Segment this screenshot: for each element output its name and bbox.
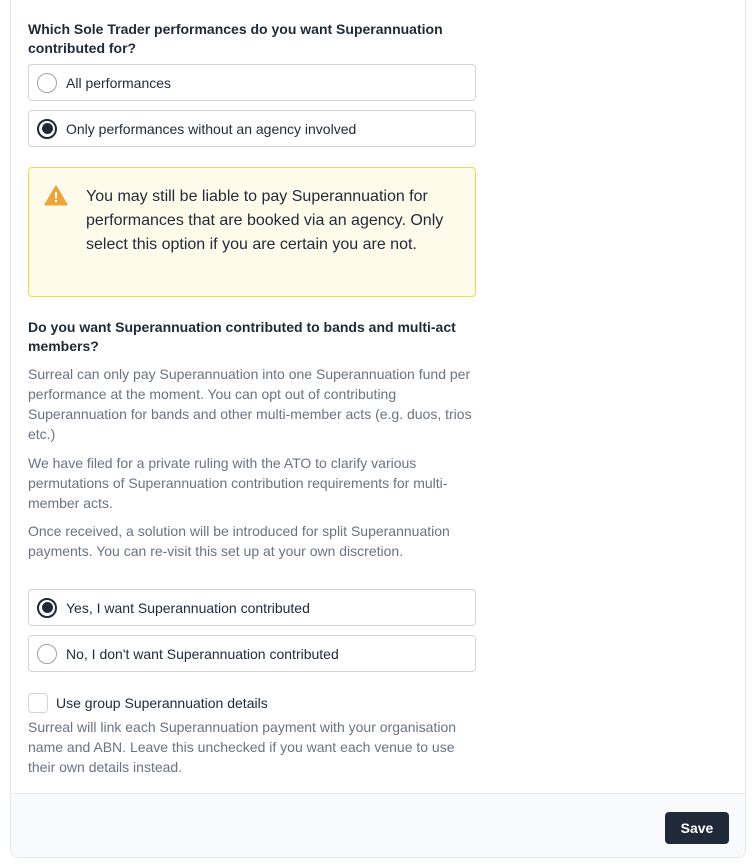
settings-card <box>10 0 746 858</box>
radio-no-contributed[interactable] <box>28 635 476 672</box>
question-sole-trader-title: Which Sole Trader performances do you want Superannuation contributed for? <box>28 21 443 56</box>
bands-paragraph: We have filed for a private ruling with the ATO to clarify various permutations of Superannuation contribution requirements for multi-member acts. <box>28 455 448 511</box>
radio-label: Only performances without an agency involved <box>66 120 357 137</box>
group-details-label[interactable]: Use group Superannuation details <box>56 695 268 711</box>
radio-unselected-icon <box>37 73 57 93</box>
group-details-checkbox[interactable] <box>28 693 48 713</box>
radio-all-performances[interactable] <box>28 64 476 101</box>
radio-no-agency[interactable] <box>28 110 476 147</box>
radio-selected-icon <box>37 119 57 139</box>
bands-paragraph: Once received, a solution will be introduced for split Superannuation payments. You can re-visit this set up at your own discretion. <box>28 523 450 559</box>
bands-paragraph: Surreal can only pay Superannuation into one Superannuation fund per performance at the moment. You can opt out of contributing Superannuation for bands and other multi-member acts (e.g. duos, trios etc.) <box>28 366 472 442</box>
radio-yes-contributed[interactable] <box>28 589 476 626</box>
radio-label: All performances <box>66 74 172 91</box>
radio-unselected-icon <box>37 644 57 664</box>
card-footer <box>11 793 745 858</box>
warning-icon <box>44 185 68 206</box>
group-details-description: Surreal will link each Superannuation payment with your organisation name and ABN. Leave this unchecked if you want each venue to use their own details instead. <box>28 719 457 775</box>
save-button[interactable]: Save <box>665 812 729 844</box>
warning-text: You may still be liable to pay Superannuation for performances that are booked via an agency. Only select this option if you are certain you are not. <box>86 188 444 253</box>
question-bands-title: Do you want Superannuation contributed to bands and multi-act members? <box>28 319 456 354</box>
radio-label: Yes, I want Superannuation contributed <box>66 599 310 616</box>
radio-label: No, I don't want Superannuation contributed <box>66 645 339 662</box>
warning-alert <box>28 167 476 297</box>
radio-selected-icon <box>37 598 57 618</box>
